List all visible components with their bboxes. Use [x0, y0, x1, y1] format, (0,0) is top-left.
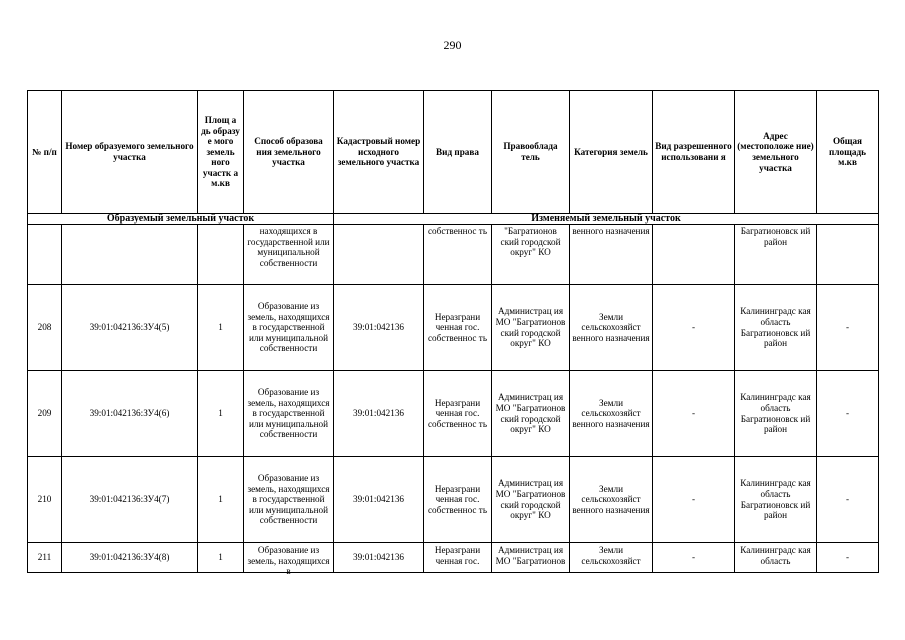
cell-cadastral: 39:01:042136	[334, 371, 424, 457]
continued-row	[28, 225, 879, 285]
header-holder: Правооблада тель	[492, 91, 570, 214]
header-total-area: Общая площадь м.кв	[817, 91, 879, 214]
cell-right: Неразграни ченная гос. собственнос ть	[424, 285, 492, 371]
cell-category: Земли сельскохозяйст венного назначения	[570, 371, 653, 457]
cell-area	[198, 225, 244, 285]
table-row	[28, 543, 879, 573]
cell-address-text: Калининградс кая область	[740, 545, 811, 566]
cell-total: -	[817, 543, 879, 573]
cell-right: Неразграни ченная гос. собственнос ть	[424, 457, 492, 543]
cell-holder-text: Администрац ия МО "Багратионов	[495, 545, 566, 566]
cell-address	[735, 543, 817, 573]
table-row	[28, 285, 879, 371]
cell-total	[817, 225, 879, 285]
cell-method: Образование из земель, находящихся в государственной или муниципальной собственности	[244, 457, 334, 543]
cell-holder: Администрац ия МО "Багратионов ский городской округ" КО	[492, 285, 570, 371]
cell-category: Земли сельскохозяйст венного назначения	[570, 285, 653, 371]
cell-right: Неразграни ченная гос. собственнос ть	[424, 371, 492, 457]
header-cadastral: Кадастровый номер исходного земельного участка	[334, 91, 424, 214]
cell-use	[653, 225, 735, 285]
cell-right-text: Неразграни ченная гос.	[434, 545, 481, 566]
cell-cadastral: 39:01:042136	[334, 457, 424, 543]
cell-land: 39:01:042136:ЗУ4(8)	[62, 543, 198, 573]
cell-method: Образование из земель, находящихся в государственной или муниципальной собственности	[244, 371, 334, 457]
cell-category: венного назначения	[570, 225, 653, 285]
cell-num: 211	[28, 543, 62, 573]
page-number: 290	[443, 38, 462, 52]
cell-address: Багратионовск ий район	[735, 225, 817, 285]
cell-address: Калининградс кая область Багратионовск ий район	[735, 457, 817, 543]
cell-area: 1	[198, 285, 244, 371]
header-method: Способ образова ния земельного участка	[244, 91, 334, 214]
cell-area: 1	[198, 457, 244, 543]
cell-category-text: Земли сельскохозяйст	[581, 545, 641, 566]
cell-num: 209	[28, 371, 62, 457]
cell-method	[244, 543, 334, 577]
cell-method-text: Образование из земель, находящихся в	[247, 545, 330, 577]
section-formed: Образуемый земельный участок	[28, 214, 334, 225]
cell-land: 39:01:042136:ЗУ4(7)	[62, 457, 198, 543]
cell-address: Калининградс кая область Багратионовск ий район	[735, 371, 817, 457]
header-land-number: Номер образуемого земельного участка	[62, 91, 198, 214]
cell-method: Образование из земель, находящихся в государственной или муниципальной собственности	[244, 285, 334, 371]
cell-land: 39:01:042136:ЗУ4(5)	[62, 285, 198, 371]
cell-num: 208	[28, 285, 62, 371]
cell-category: Земли сельскохозяйст венного назначения	[570, 457, 653, 543]
cell-right: собственнос ть	[424, 225, 492, 285]
cell-holder: "Багратионов ский городской округ" КО	[492, 225, 570, 285]
cell-total: -	[817, 285, 879, 371]
cell-land: 39:01:042136:ЗУ4(6)	[62, 371, 198, 457]
cell-num: 210	[28, 457, 62, 543]
cell-holder	[492, 543, 570, 573]
land-plots-table	[27, 90, 879, 577]
cell-holder: Администрац ия МО "Багратионов ский городской округ" КО	[492, 457, 570, 543]
header-category: Категория земель	[570, 91, 653, 214]
cell-use: -	[653, 543, 735, 573]
cell-use: -	[653, 285, 735, 371]
header-area: Площ а дь образу е мого земель ного участк а м.кв	[198, 91, 244, 214]
header-num: № п/п	[28, 91, 62, 214]
table-row	[28, 457, 879, 543]
header-row	[28, 91, 879, 214]
cell-cadastral	[334, 225, 424, 285]
cell-total: -	[817, 371, 879, 457]
cell-land	[62, 225, 198, 285]
cell-right	[424, 543, 492, 573]
section-changed: Изменяемый земельный участок	[334, 214, 879, 225]
cell-method: находящихся в государственной или муниципальной собственности	[244, 225, 334, 285]
cell-area: 1	[198, 371, 244, 457]
section-row	[28, 214, 879, 225]
header-permitted-use: Вид разрешенного использовани я	[653, 91, 735, 214]
header-right-type: Вид права	[424, 91, 492, 214]
header-address: Адрес (местоположе ние) земельного участка	[735, 91, 817, 214]
cell-category	[570, 543, 653, 573]
cell-cadastral: 39:01:042136	[334, 285, 424, 371]
cell-cadastral: 39:01:042136	[334, 543, 424, 573]
cell-address: Калининградс кая область Багратионовск ий район	[735, 285, 817, 371]
cell-holder: Администрац ия МО "Багратионов ский городской округ" КО	[492, 371, 570, 457]
cell-use: -	[653, 457, 735, 543]
cell-num	[28, 225, 62, 285]
cell-total: -	[817, 457, 879, 543]
table-row	[28, 371, 879, 457]
cell-area: 1	[198, 543, 244, 573]
cell-use: -	[653, 371, 735, 457]
